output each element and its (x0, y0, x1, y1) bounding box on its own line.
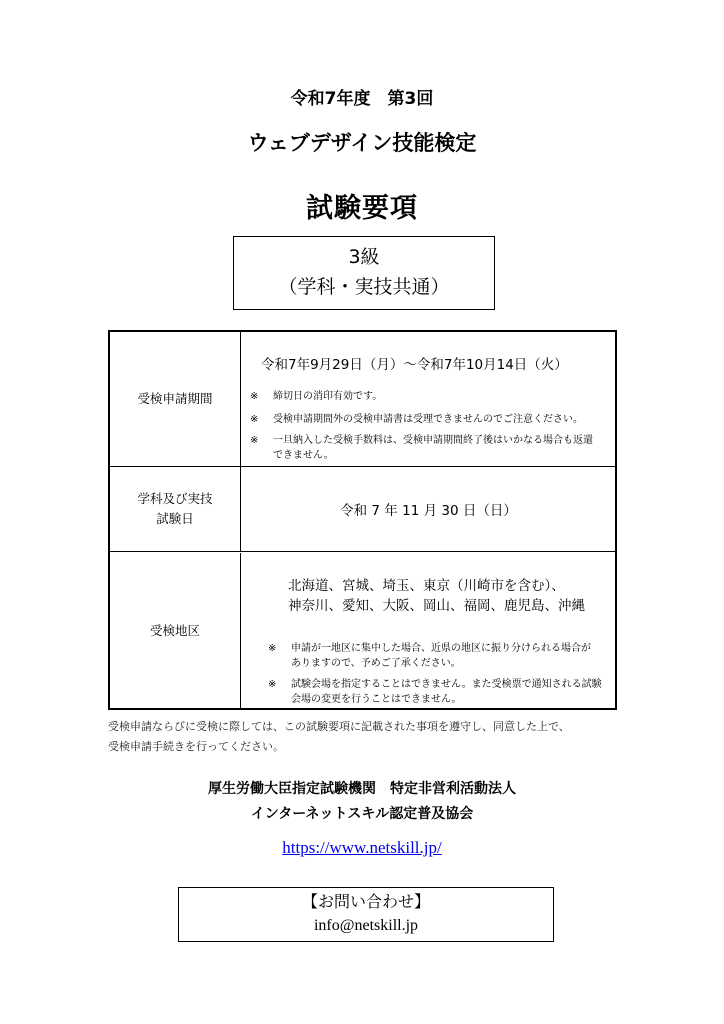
grade-level: 3級 (348, 246, 380, 268)
region-note (268, 677, 613, 709)
exam-year: 令和7年度 第3回 (290, 89, 434, 109)
region-note (268, 641, 613, 673)
application-period-value (242, 332, 615, 466)
region-areas-line1: 北海道、宮城、埼玉、東京（川崎市を含む）、 (288, 578, 565, 594)
note-text: できません。 (273, 450, 334, 461)
consent-text (108, 717, 628, 757)
contact-email[interactable]: info@netskill.jp (313, 917, 419, 934)
page-heading: 試験要項 (306, 193, 418, 224)
note-mark: ※ (250, 435, 259, 446)
note-mark: ※ (250, 391, 259, 402)
region-areas-line2: 神奈川、愛知、大阪、岡山、福岡、鹿児島、沖縄 (288, 598, 585, 614)
application-note (250, 389, 610, 405)
grade-scope: （学科・実技共通） (278, 276, 450, 298)
organization-line1: 厚生労働大臣指定試験機関 特定非営利活動法人 (208, 781, 516, 797)
exam-date: 令和 7 年 11 月 30 日（日） (340, 503, 517, 519)
application-note (250, 412, 610, 428)
note-text: 受検申請期間外の受検申請書は受理できませんのでご注意ください。 (273, 414, 583, 425)
note-text: 締切日の消印有効です。 (273, 391, 383, 402)
note-text: 会場の変更を行うことはできません。 (291, 694, 462, 705)
note-mark: ※ (268, 679, 277, 690)
grade-box (233, 236, 495, 310)
note-text: ありますので、予めご了承ください。 (291, 658, 461, 669)
exam-title: ウェブデザイン技能検定 (247, 131, 477, 155)
note-mark: ※ (250, 414, 259, 425)
exam-date-label (110, 467, 241, 551)
exam-date-value (242, 467, 615, 551)
application-period-row (110, 332, 615, 467)
contact-box (178, 887, 554, 942)
application-note (250, 433, 610, 465)
note-text: 一旦納入した受検手数料は、受検申請期間終了後はいかなる場合も返還 (273, 435, 593, 446)
note-mark: ※ (268, 643, 277, 654)
region-label: 受検地区 (110, 553, 241, 708)
consent-line2: 受検申請手続きを行ってください。 (108, 740, 284, 753)
exam-date-label-line1: 学科及び実技 (137, 491, 213, 506)
region-row (110, 553, 615, 708)
exam-date-row (110, 467, 615, 552)
note-text: 試験会場を指定することはできません。また受検票で通知される試験 (291, 679, 602, 690)
region-value (242, 553, 615, 708)
application-period-label: 受検申請期間 (110, 332, 241, 466)
website-link[interactable]: https://www.netskill.jp/ (282, 838, 442, 857)
exam-date-label-line2: 試験日 (156, 511, 194, 526)
organization-name: インターネットスキル認定普及協会 (250, 806, 474, 822)
info-table (108, 330, 617, 710)
note-text: 申請が一地区に集中した場合、近県の地区に振り分けられる場合が (291, 643, 591, 654)
consent-line1: 受検申請ならびに受検に際しては、この試験要項に記載された事項を遵守し、同意した上で、 (108, 720, 570, 733)
contact-title: 【お問い合わせ】 (301, 894, 430, 911)
application-period-dates: 令和7年9月29日（月）～令和7年10月14日（火） (261, 357, 568, 373)
